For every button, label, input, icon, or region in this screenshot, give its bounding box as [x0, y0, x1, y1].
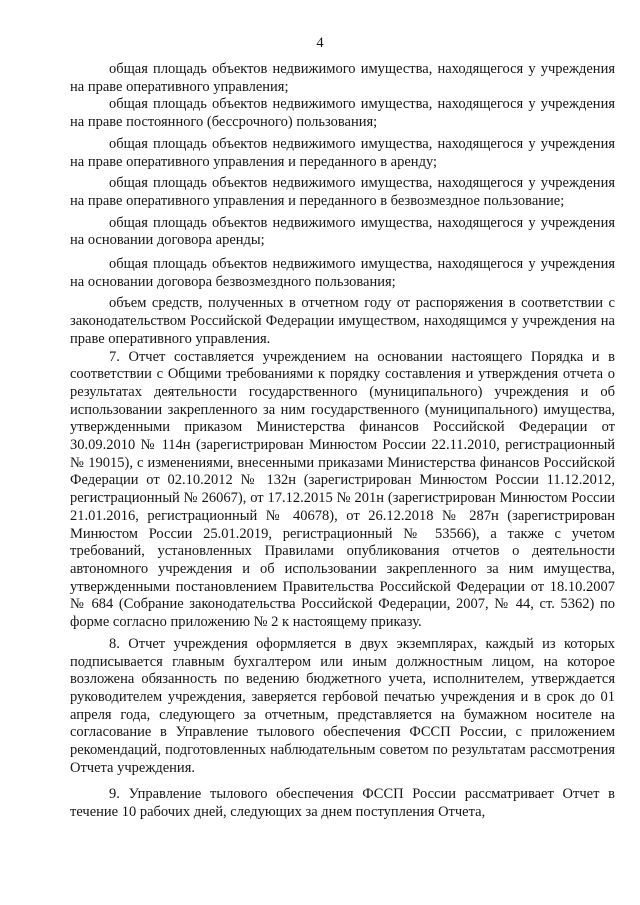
paragraph-permanent-use-area: общая площадь объектов недвижимого имущества, находящегося у учреждения на праве постоянного (бессрочного) пользования;	[70, 96, 615, 131]
paragraph-free-use-agreement-area: общая площадь объектов недвижимого имущества, находящегося у учреждения на основании договора безвозмездного пользования;	[70, 256, 615, 290]
clause-9: 9. Управление тылового обеспечения ФССП России рассматривает Отчет в течение 10 рабочих дней, следующих за днем поступления Отчета,	[70, 786, 615, 821]
page-number: 4	[316, 35, 324, 51]
document-body	[70, 61, 615, 822]
paragraph-operative-management-area: общая площадь объектов недвижимого имущества, находящегося у учреждения на праве оперативного управления;	[70, 61, 615, 95]
clause-7: 7. Отчет составляется учреждением на основании настоящего Порядка и в соответствии с Общими требованиями к порядку составления и утверждения отчета о результатах деятельности государственного (муниципального) учреждения и об использовании закрепленного за ним государственного (муниципального) имущества, утвержденными приказом Министерства финансов Российской Федерации от 30.09.2010 № 114н (зарегистрирован Минюстом России 22.11.2010, регистрационный № 19015), с изменениями, внесенными приказами Министерства финансов Российской Федерации от 02.10.2012 № 132н (зарегистрирован Минюстом России 11.12.2012, регистрационный № 26067), от 17.12.2015 № 201н (зарегистрирован Минюстом России 21.01.2016, регистрационный № 40678), от 26.12.2018 № 287н (зарегистрирован Минюстом России 25.01.2019, регистрационный № 53566), а также с учетом требований, установленных Правилами опубликования отчетов о деятельности автономного учреждения и об использовании закрепленного за ним имущества, утвержденными постановлением Правительства Российской Федерации от 18.10.2007 № 684 (Собрание законодательства Российской Федерации, 2007, № 44, ст. 5362) по форме согласно приложению № 2 к настоящему приказу.	[70, 348, 615, 631]
paragraph-lease-agreement-area: общая площадь объектов недвижимого имущества, находящегося у учреждения на основании договора аренды;	[70, 214, 615, 249]
clause-8: 8. Отчет учреждения оформляется в двух экземплярах, каждый из которых подписывается главным бухгалтером или иным должностным лицом, на которое возложена обязанность по ведению бюджетного учета, исполнителем, утверждается руководителем учреждения, заверяется гербовой печатью учреждения и в срок до 01 апреля года, следующего за отчетным, представляется на бумажном носителе на согласование в Управление тылового обеспечения ФССП России, с приложением рекомендаций, подготовленных наблюдательным советом по результатам рассмотрения Отчета учреждения.	[70, 635, 615, 776]
paragraph-free-use-transferred-area: общая площадь объектов недвижимого имущества, находящегося у учреждения на праве оперативного управления и переданного в безвозмездное пользование;	[70, 175, 615, 209]
paragraph-disposal-funds: объем средств, полученных в отчетном году от распоряжения в соответствии с законодательством Российской Федерации имуществом, находящимся у учреждения на праве оперативного управления.	[70, 295, 615, 347]
paragraph-leased-area: общая площадь объектов недвижимого имущества, находящегося у учреждения на праве оперативного управления и переданного в аренду;	[70, 135, 615, 170]
